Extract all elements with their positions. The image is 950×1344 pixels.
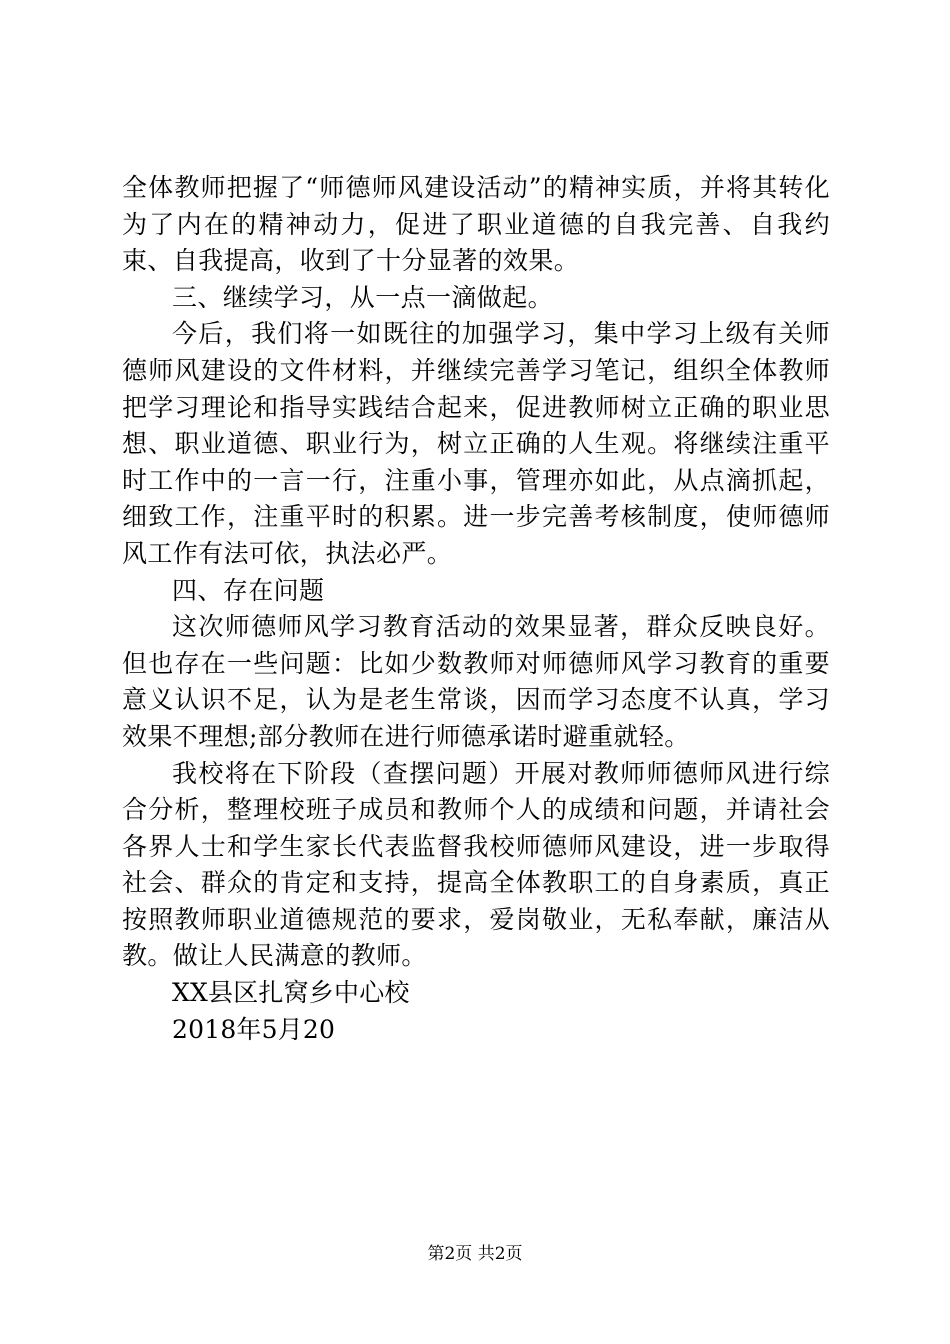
- paragraph-next-steps: 我校将在下阶段（查摆问题）开展对教师师德师风进行综合分析，整理校班子成员和教师个人的成绩和问题，并请社会各界人士和学生家长代表监督我校师德师风建设，进一步取得社会、群众的肯定和支持，提高全体教职工的自身素质，真正按照教师职业道德规范的要求，爱岗敬业，无私奉献，廉洁从教。做让人民满意的教师。: [122, 758, 830, 971]
- section-heading-3: 三、继续学习，从一点一滴做起。: [172, 282, 554, 312]
- paragraph-problems: 这次师德师风学习教育活动的效果显著，群众反映良好。但也存在一些问题：比如少数教师对师德师风学习教育的重要意义认识不足，认为是老生常谈，因而学习态度不认真，学习效果不理想;部分教师在进行师德承诺时避重就轻。: [122, 612, 830, 751]
- section-heading-4: 四、存在问题: [172, 575, 325, 605]
- document-body: [122, 170, 830, 1048]
- paragraph-continuation: 全体教师把握了“师德师风建设活动”的精神实质，并将其转化为了内在的精神动力，促进了职业道德的自我完善、自我约束、自我提高，收到了十分显著的效果。: [122, 173, 830, 276]
- paragraph-continue-learning: 今后，我们将一如既往的加强学习，集中学习上级有关师德师风建设的文件材料，并继续完善学习笔记，组织全体教师把学习理论和指导实践结合起来，促进教师树立正确的职业思想、职业道德、职业行为，树立正确的人生观。将继续注重平时工作中的一言一行，注重小事，管理亦如此，从点滴抓起，细致工作，注重平时的积累。进一步完善考核制度，使师德师风工作有法可依，执法必严。: [122, 319, 830, 568]
- signature-date: 2018年5月20: [172, 1014, 336, 1044]
- page-footer: 第2页 共2页: [427, 1244, 523, 1264]
- signature-organization: XX县区扎窝乡中心校: [172, 978, 410, 1008]
